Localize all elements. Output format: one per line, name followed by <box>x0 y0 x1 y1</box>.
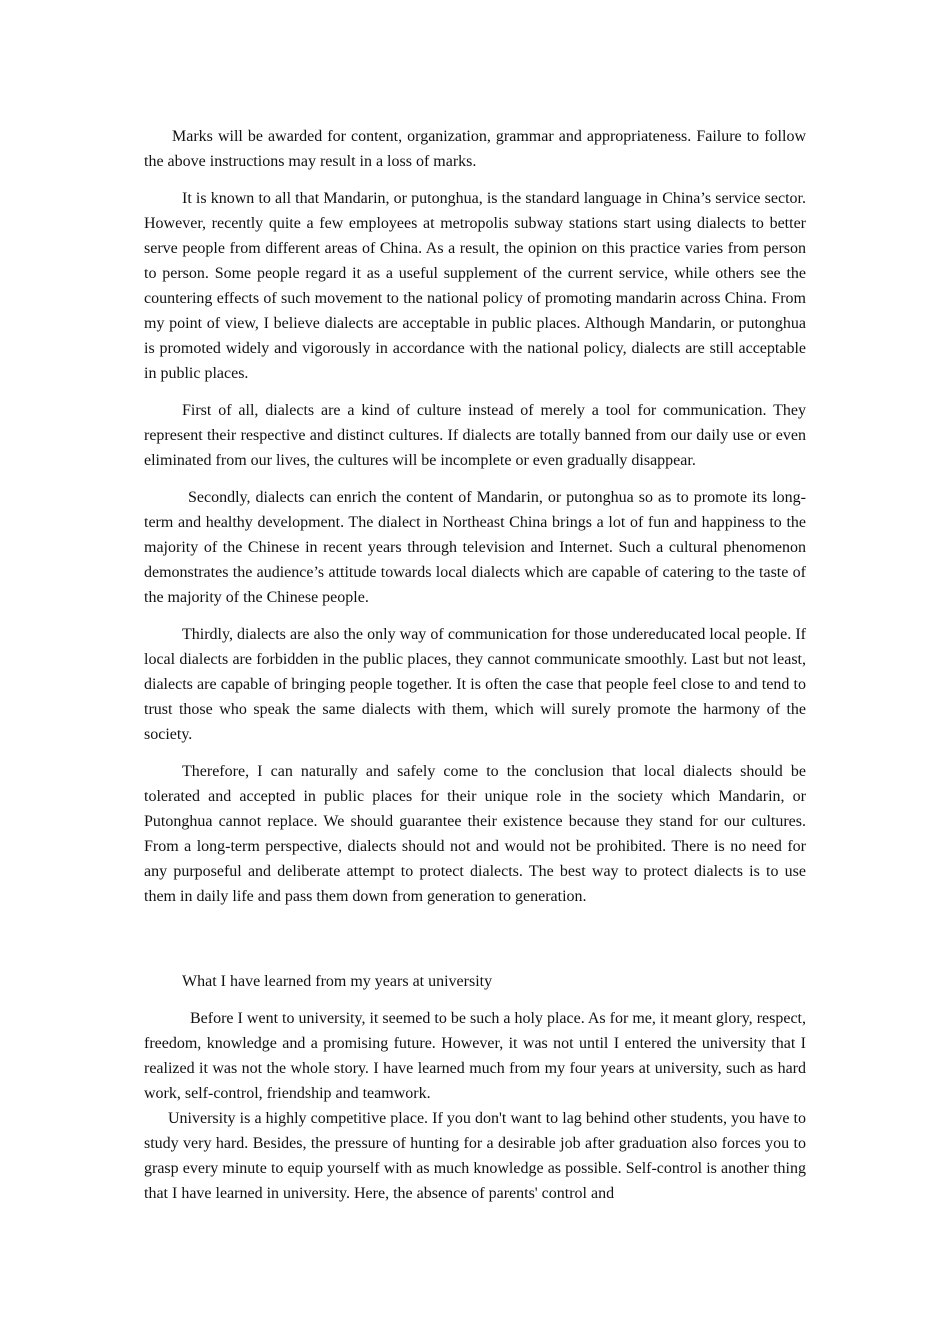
essay1-paragraph-first: First of all, dialects are a kind of culture instead of merely a tool for communication. They represent their respective and distinct cultures. If dialects are totally banned from our daily use or even eliminated from our lives, the cultures will be incomplete or even gradually disappear. <box>144 402 806 469</box>
document-page <box>144 124 806 1206</box>
essay2-paragraph-intro: Before I went to university, it seemed to be such a holy place. As for me, it meant glory, respect, freedom, knowledge and a promising future. However, it was not until I entered the university that I realized it was not the whole story. I have learned much from my four years at university, such as hard work, self-control, friendship and teamwork. <box>144 1010 806 1102</box>
essay1-paragraph-intro: It is known to all that Mandarin, or putonghua, is the standard language in China’s service sector. However, recently quite a few employees at metropolis subway stations start using dialects to better serve people from different areas of China. As a result, the opinion on this practice varies from person to person. Some people regard it as a useful supplement of the current service, while others see the countering effects of such movement to the national policy of promoting mandarin across China. From my point of view, I believe dialects are acceptable in public places. Although Mandarin, or putonghua is promoted widely and vigorously in accordance with the national policy, dialects are still acceptable in public places. <box>144 190 806 382</box>
instructions-paragraph: Marks will be awarded for content, organization, grammar and appropriateness. Failure to follow the above instructions may result in a loss of marks. <box>144 128 806 170</box>
section-gap <box>144 921 806 969</box>
essay1-paragraph-conclusion: Therefore, I can naturally and safely come to the conclusion that local dialects should be tolerated and accepted in public places for their unique role in the society which Mandarin, or Putonghua cannot replace. We should guarantee their existence because they stand for our cultures. From a long-term perspective, dialects should not and would not be prohibited. There is no need for any purposeful and deliberate attempt to protect dialects. The best way to protect dialects is to use them in daily life and pass them down from generation to generation. <box>144 763 806 905</box>
essay1-paragraph-second: Secondly, dialects can enrich the content of Mandarin, or putonghua so as to promote its long-term and healthy development. The dialect in Northeast China brings a lot of fun and happiness to the majority of the Chinese in recent years through television and Internet. Such a cultural phenomenon demonstrates the audience’s attitude towards local dialects which are capable of catering to the taste of the majority of the Chinese people. <box>144 489 806 606</box>
essay2-title: What I have learned from my years at university <box>182 973 493 990</box>
essay2-paragraph-competition: University is a highly competitive place. If you don't want to lag behind other students, you have to study very hard. Besides, the pressure of hunting for a desirable job after graduation also forces you to grasp every minute to equip yourself with as much knowledge as possible. Self-control is another thing that I have learned in university. Here, the absence of parents' control and <box>144 1110 806 1202</box>
essay1-paragraph-third: Thirdly, dialects are also the only way of communication for those undereducated local people. If local dialects are forbidden in the public places, they cannot communicate smoothly. Last but not least, dialects are capable of bringing people together. It is often the case that people feel close to and tend to trust those who speak the same dialects with them, which will surely promote the harmony of the society. <box>144 626 806 743</box>
